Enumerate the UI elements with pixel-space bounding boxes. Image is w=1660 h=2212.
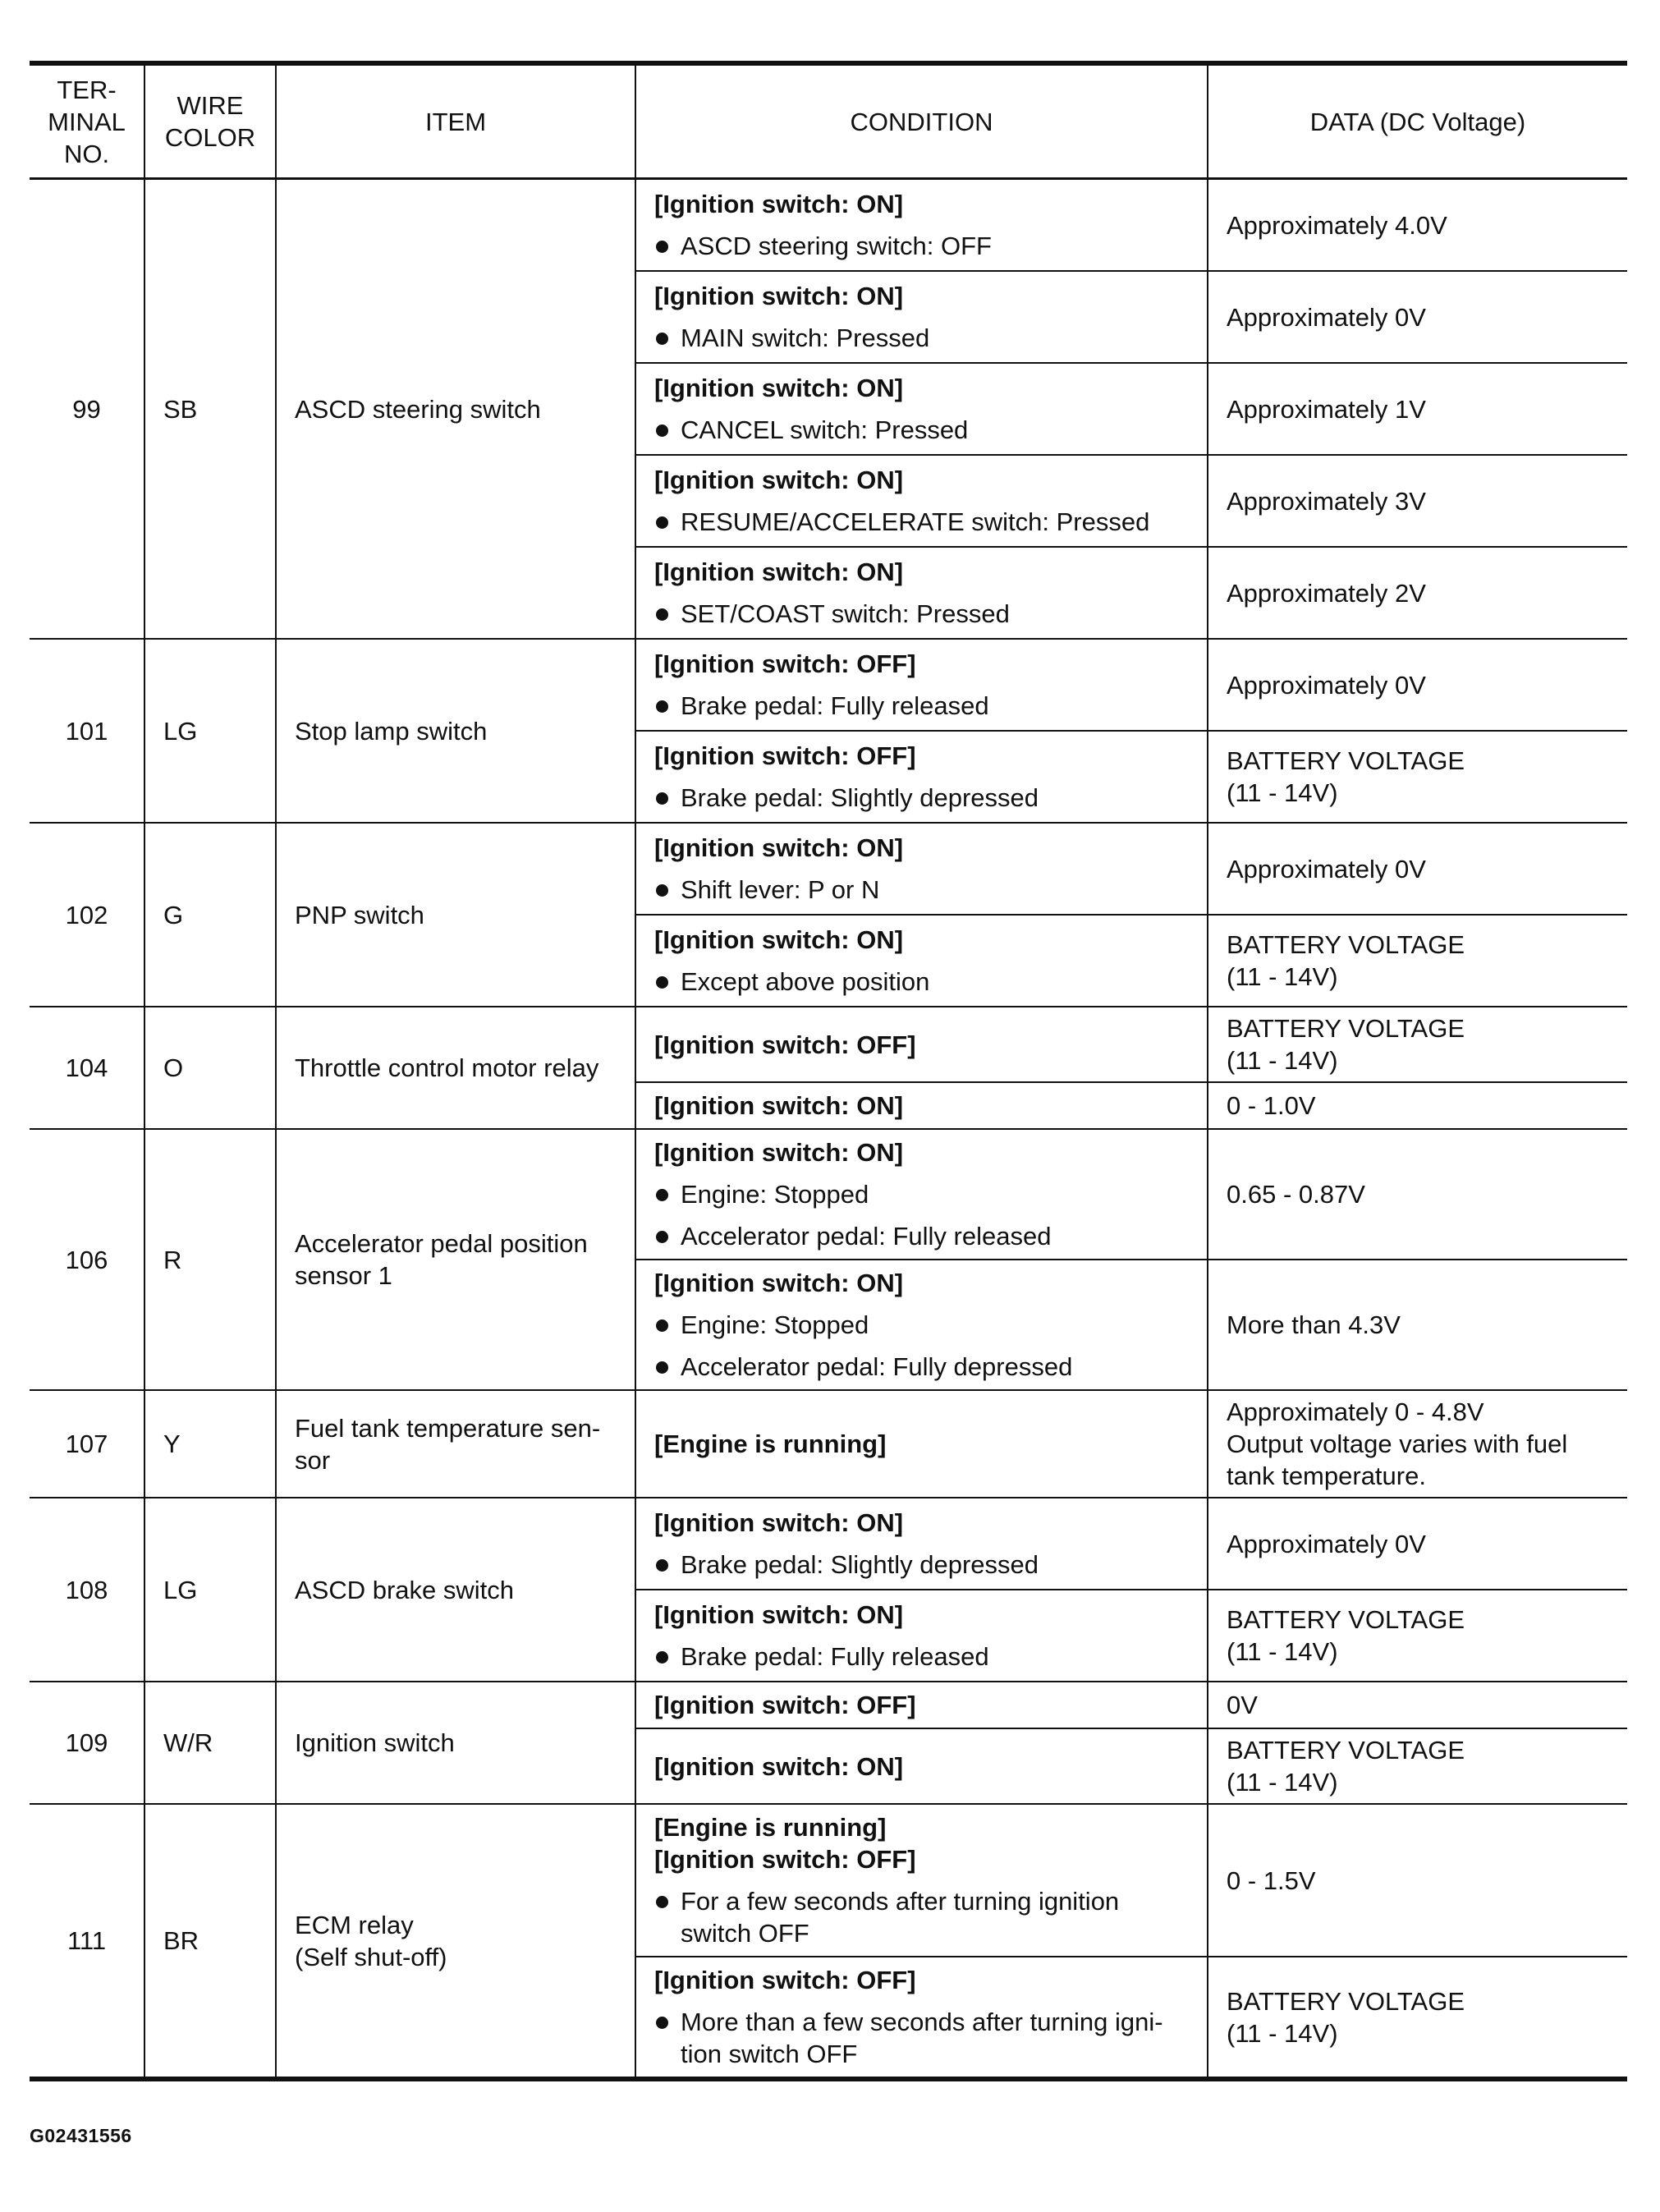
voltage-line: Approximately 0 - 4.8V <box>1227 1397 1484 1426</box>
voltage-data <box>1208 179 1627 272</box>
condition-heading: [Ignition switch: OFF] <box>654 1691 916 1719</box>
table-row <box>30 639 1627 731</box>
header-item: ITEM <box>276 63 635 179</box>
condition-bullet: Accelerator pedal: Fully released <box>654 1220 1192 1252</box>
condition-cell <box>635 271 1208 363</box>
voltage-line: 0V <box>1227 1691 1258 1719</box>
condition-heading: [Ignition switch: ON] <box>654 1269 904 1297</box>
terminal-number: 106 <box>30 1129 144 1390</box>
header-terminal-no: TER- MINAL NO. <box>30 63 144 179</box>
condition-cell <box>635 915 1208 1007</box>
voltage-line: Output voltage varies with fuel <box>1227 1430 1568 1458</box>
voltage-line: Approximately 4.0V <box>1227 210 1447 240</box>
header-data: DATA (DC Voltage) <box>1208 63 1627 179</box>
voltage-line: BATTERY VOLTAGE <box>1227 1605 1465 1634</box>
wire-color: LG <box>144 639 276 823</box>
terminal-number: 102 <box>30 823 144 1007</box>
table-header-row <box>30 63 1627 179</box>
item-line: Throttle control motor relay <box>295 1053 599 1082</box>
voltage-line: BATTERY VOLTAGE <box>1227 746 1465 775</box>
condition-cell <box>635 1260 1208 1390</box>
voltage-data <box>1208 1728 1627 1804</box>
header-condition: CONDITION <box>635 63 1208 179</box>
table-body <box>30 179 1627 2080</box>
condition-heading: [Ignition switch: ON] <box>654 282 904 310</box>
table-row <box>30 1804 1627 1957</box>
condition-heading: [Ignition switch: ON] <box>654 374 904 402</box>
terminal-data-sheet <box>30 61 1627 2081</box>
item-name <box>276 1129 635 1390</box>
voltage-data <box>1208 1957 1627 2079</box>
condition-heading: [Engine is running] <box>654 1813 887 1842</box>
condition-bullet: SET/COAST switch: Pressed <box>654 598 1192 630</box>
voltage-line: More than 4.3V <box>1227 1310 1401 1339</box>
condition-bullet: For a few seconds after turning ignition switch OFF <box>654 1885 1192 1949</box>
condition-heading: [Ignition switch: ON] <box>654 1138 904 1167</box>
condition-cell <box>635 1728 1208 1804</box>
wire-color: Y <box>144 1390 276 1498</box>
voltage-line: (11 - 14V) <box>1227 2018 1338 2048</box>
voltage-data <box>1208 731 1627 823</box>
item-line: Accelerator pedal position <box>295 1229 588 1258</box>
condition-cell <box>635 1590 1208 1682</box>
wire-color: SB <box>144 179 276 640</box>
condition-cell <box>635 639 1208 731</box>
wire-color: LG <box>144 1498 276 1682</box>
voltage-data <box>1208 271 1627 363</box>
voltage-line: (11 - 14V) <box>1227 1637 1338 1666</box>
condition-bullet: More than a few seconds after turning igni- tion switch OFF <box>654 2006 1192 2070</box>
condition-heading: [Engine is running] <box>654 1430 887 1458</box>
condition-heading: [Ignition switch: ON] <box>654 1091 904 1120</box>
condition-cell <box>635 731 1208 823</box>
condition-bullet: ASCD steering switch: OFF <box>654 230 1192 262</box>
condition-heading: [Ignition switch: ON] <box>654 1751 904 1781</box>
wire-color: R <box>144 1129 276 1390</box>
condition-heading: [Ignition switch: OFF] <box>654 1845 916 1874</box>
table-row <box>30 1390 1627 1498</box>
voltage-line: BATTERY VOLTAGE <box>1227 1986 1465 2016</box>
voltage-line: 0 - 1.0V <box>1227 1091 1316 1120</box>
voltage-line: Approximately 0V <box>1227 302 1426 332</box>
terminal-table <box>30 61 1627 2081</box>
item-name <box>276 1682 635 1804</box>
wire-color: O <box>144 1007 276 1129</box>
condition-cell <box>635 823 1208 915</box>
condition-cell <box>635 1804 1208 1957</box>
item-name <box>276 1007 635 1129</box>
table-row <box>30 179 1627 272</box>
condition-bullet: Brake pedal: Fully released <box>654 690 1192 722</box>
table-row <box>30 823 1627 915</box>
voltage-data <box>1208 1260 1627 1390</box>
voltage-data <box>1208 1498 1627 1590</box>
voltage-data <box>1208 1129 1627 1260</box>
item-name <box>276 1804 635 2079</box>
condition-bullet: Accelerator pedal: Fully depressed <box>654 1351 1192 1383</box>
condition-heading: [Ignition switch: ON] <box>654 833 904 862</box>
voltage-line: (11 - 14V) <box>1227 1046 1338 1075</box>
voltage-line: (11 - 14V) <box>1227 962 1338 991</box>
wire-color: W/R <box>144 1682 276 1804</box>
condition-heading: [Ignition switch: OFF] <box>654 649 916 678</box>
condition-bullet: Engine: Stopped <box>654 1178 1192 1210</box>
voltage-line: Approximately 2V <box>1227 578 1426 608</box>
voltage-data <box>1208 455 1627 547</box>
voltage-line: BATTERY VOLTAGE <box>1227 930 1465 959</box>
item-line: Ignition switch <box>295 1728 455 1757</box>
voltage-data <box>1208 363 1627 455</box>
terminal-number: 107 <box>30 1390 144 1498</box>
voltage-data <box>1208 1590 1627 1682</box>
voltage-line: (11 - 14V) <box>1227 778 1338 807</box>
condition-cell <box>635 1007 1208 1082</box>
voltage-line: 0 - 1.5V <box>1227 1866 1316 1895</box>
item-name <box>276 639 635 823</box>
voltage-data <box>1208 1682 1627 1728</box>
condition-bullet: MAIN switch: Pressed <box>654 322 1192 354</box>
table-row <box>30 1129 1627 1260</box>
condition-heading: [Ignition switch: ON] <box>654 1600 904 1629</box>
voltage-data <box>1208 1804 1627 1957</box>
voltage-data <box>1208 547 1627 639</box>
wire-color: G <box>144 823 276 1007</box>
wire-color: BR <box>144 1804 276 2079</box>
terminal-number: 104 <box>30 1007 144 1129</box>
condition-cell <box>635 1682 1208 1728</box>
terminal-number: 109 <box>30 1682 144 1804</box>
condition-bullet: Brake pedal: Fully released <box>654 1641 1192 1673</box>
condition-cell <box>635 1390 1208 1498</box>
header-wire-color: WIRE COLOR <box>144 63 276 179</box>
condition-bullet: Except above position <box>654 966 1192 998</box>
voltage-line: Approximately 1V <box>1227 394 1426 424</box>
condition-cell <box>635 455 1208 547</box>
table-row <box>30 1007 1627 1082</box>
figure-code: G02431556 <box>30 2125 132 2146</box>
condition-heading: [Ignition switch: ON] <box>654 190 904 218</box>
voltage-data <box>1208 1082 1627 1129</box>
terminal-number: 99 <box>30 179 144 640</box>
condition-heading: [Ignition switch: ON] <box>654 925 904 954</box>
condition-bullet: Engine: Stopped <box>654 1309 1192 1341</box>
voltage-line: Approximately 0V <box>1227 670 1426 700</box>
voltage-line: BATTERY VOLTAGE <box>1227 1014 1465 1043</box>
voltage-data <box>1208 1007 1627 1082</box>
item-line: Stop lamp switch <box>295 716 488 746</box>
voltage-line: 0.65 - 0.87V <box>1227 1180 1365 1209</box>
condition-bullet: RESUME/ACCELERATE switch: Pressed <box>654 506 1192 538</box>
condition-heading: [Ignition switch: ON] <box>654 466 904 494</box>
condition-bullet: Brake pedal: Slightly depressed <box>654 1549 1192 1581</box>
condition-cell <box>635 1129 1208 1260</box>
condition-bullet: Shift lever: P or N <box>654 874 1192 906</box>
condition-heading: [Ignition switch: OFF] <box>654 1966 916 1994</box>
terminal-number: 101 <box>30 639 144 823</box>
voltage-line: tank temperature. <box>1227 1462 1426 1490</box>
condition-cell <box>635 547 1208 639</box>
voltage-line: Approximately 0V <box>1227 854 1426 883</box>
item-line: sor <box>295 1445 331 1475</box>
condition-heading: [Ignition switch: ON] <box>654 558 904 586</box>
item-line: PNP switch <box>295 900 424 929</box>
terminal-number: 111 <box>30 1804 144 2079</box>
condition-heading: [Ignition switch: ON] <box>654 1508 904 1537</box>
voltage-line: Approximately 0V <box>1227 1529 1426 1558</box>
voltage-line: Approximately 3V <box>1227 486 1426 516</box>
voltage-data <box>1208 915 1627 1007</box>
condition-bullet: CANCEL switch: Pressed <box>654 414 1192 446</box>
item-line: Fuel tank temperature sen- <box>295 1413 601 1443</box>
voltage-data <box>1208 639 1627 731</box>
condition-cell <box>635 1957 1208 2079</box>
condition-cell <box>635 179 1208 272</box>
item-line: ECM relay <box>295 1910 414 1939</box>
terminal-number: 108 <box>30 1498 144 1682</box>
condition-heading: [Ignition switch: OFF] <box>654 741 916 770</box>
item-line: ASCD steering switch <box>295 394 541 424</box>
condition-bullet: Brake pedal: Slightly depressed <box>654 782 1192 814</box>
condition-cell <box>635 363 1208 455</box>
voltage-data <box>1208 823 1627 915</box>
item-name <box>276 1498 635 1682</box>
item-line: ASCD brake switch <box>295 1575 515 1604</box>
item-name <box>276 1390 635 1498</box>
condition-cell <box>635 1082 1208 1129</box>
item-line: (Self shut-off) <box>295 1942 447 1971</box>
item-name <box>276 823 635 1007</box>
item-name <box>276 179 635 640</box>
condition-cell <box>635 1498 1208 1590</box>
voltage-line: (11 - 14V) <box>1227 1768 1338 1797</box>
item-line: sensor 1 <box>295 1261 392 1290</box>
table-row <box>30 1498 1627 1590</box>
voltage-data <box>1208 1390 1627 1498</box>
condition-heading: [Ignition switch: OFF] <box>654 1030 916 1059</box>
voltage-line: BATTERY VOLTAGE <box>1227 1736 1465 1765</box>
table-row <box>30 1682 1627 1728</box>
